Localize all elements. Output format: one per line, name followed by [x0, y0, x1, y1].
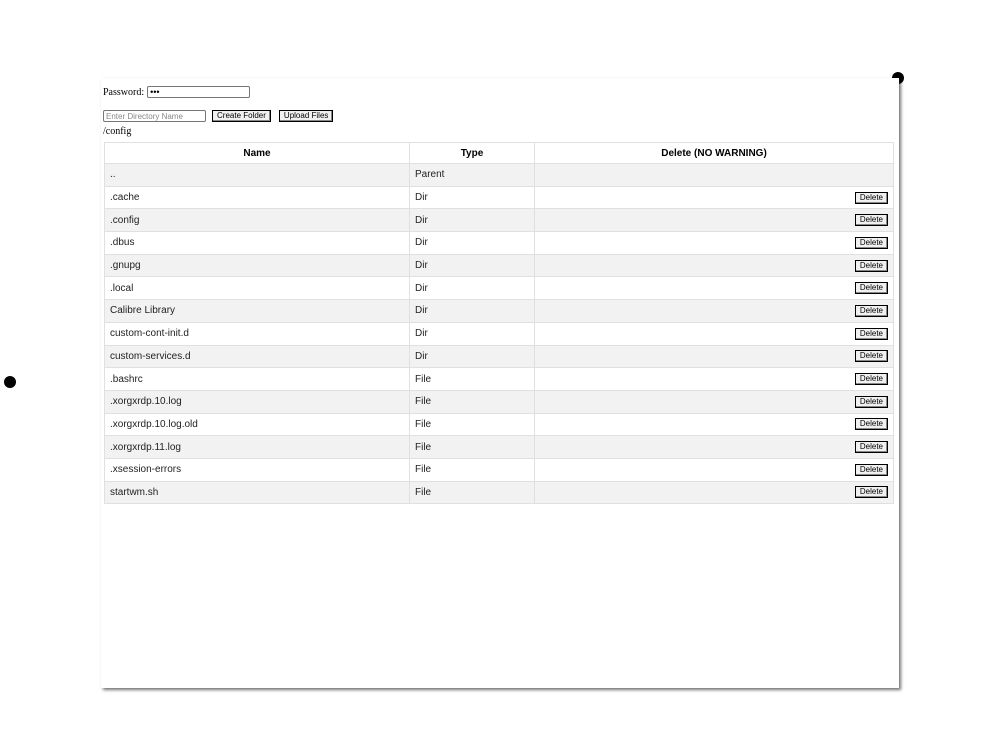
row-name[interactable]: .gnupg: [105, 254, 410, 277]
row-type: Dir: [410, 322, 535, 345]
row-name[interactable]: custom-cont-init.d: [105, 322, 410, 345]
row-name[interactable]: .local: [105, 277, 410, 300]
current-path: /config: [103, 126, 132, 137]
table-row[interactable]: [105, 458, 894, 481]
cursor-dot-left: [4, 376, 16, 388]
header-delete: Delete (NO WARNING): [535, 143, 894, 164]
row-type: Dir: [410, 345, 535, 368]
table-row[interactable]: [105, 481, 894, 504]
row-type: Dir: [410, 232, 535, 255]
delete-button[interactable]: Delete: [855, 328, 888, 340]
row-type: Dir: [410, 209, 535, 232]
delete-button[interactable]: Delete: [855, 486, 888, 498]
row-delete-cell: [535, 345, 894, 368]
row-type: File: [410, 458, 535, 481]
row-delete-cell: [535, 458, 894, 481]
row-type: File: [410, 368, 535, 391]
delete-button[interactable]: Delete: [855, 305, 888, 317]
row-type: File: [410, 413, 535, 436]
toolbar: [103, 110, 333, 122]
row-name[interactable]: .xorgxrdp.10.log: [105, 390, 410, 413]
row-delete-cell: [535, 368, 894, 391]
row-type: File: [410, 436, 535, 459]
create-folder-button[interactable]: Create Folder: [212, 110, 271, 122]
table-row[interactable]: [105, 436, 894, 459]
row-name[interactable]: .xorgxrdp.11.log: [105, 436, 410, 459]
password-row: [103, 86, 250, 98]
row-delete-cell: [535, 232, 894, 255]
password-input[interactable]: [147, 86, 250, 98]
row-delete-cell: [535, 254, 894, 277]
table-row[interactable]: [105, 209, 894, 232]
delete-button[interactable]: Delete: [855, 237, 888, 249]
delete-button[interactable]: Delete: [855, 373, 888, 385]
row-type: File: [410, 390, 535, 413]
header-name: Name: [105, 143, 410, 164]
row-name[interactable]: .xsession-errors: [105, 458, 410, 481]
file-manager-panel: [101, 78, 899, 688]
file-table: [104, 142, 894, 504]
row-name[interactable]: startwm.sh: [105, 481, 410, 504]
delete-button[interactable]: Delete: [855, 396, 888, 408]
table-row[interactable]: [105, 368, 894, 391]
table-row[interactable]: [105, 345, 894, 368]
row-name[interactable]: .dbus: [105, 232, 410, 255]
row-type: Dir: [410, 186, 535, 209]
table-row[interactable]: [105, 254, 894, 277]
row-type: Dir: [410, 254, 535, 277]
row-name[interactable]: Calibre Library: [105, 300, 410, 323]
row-type: Dir: [410, 300, 535, 323]
upload-files-button[interactable]: Upload Files: [279, 110, 333, 122]
delete-button[interactable]: Delete: [855, 441, 888, 453]
table-row[interactable]: [105, 232, 894, 255]
delete-button[interactable]: Delete: [855, 350, 888, 362]
row-name[interactable]: .bashrc: [105, 368, 410, 391]
table-row[interactable]: [105, 186, 894, 209]
row-type: Parent: [410, 164, 535, 187]
row-delete-cell: [535, 300, 894, 323]
table-row[interactable]: [105, 390, 894, 413]
row-name[interactable]: custom-services.d: [105, 345, 410, 368]
directory-name-input[interactable]: [103, 110, 206, 122]
password-label: Password:: [103, 86, 145, 98]
row-delete-cell: [535, 436, 894, 459]
delete-button[interactable]: Delete: [855, 464, 888, 476]
table-row[interactable]: [105, 413, 894, 436]
row-delete-cell: [535, 481, 894, 504]
delete-button[interactable]: Delete: [855, 260, 888, 272]
row-name[interactable]: ..: [105, 164, 410, 187]
header-type: Type: [410, 143, 535, 164]
row-delete-cell: [535, 186, 894, 209]
delete-button[interactable]: Delete: [855, 282, 888, 294]
delete-button[interactable]: Delete: [855, 192, 888, 204]
row-name[interactable]: .config: [105, 209, 410, 232]
row-delete-cell: [535, 322, 894, 345]
row-delete-cell: [535, 277, 894, 300]
row-delete-cell: [535, 413, 894, 436]
table-row[interactable]: [105, 322, 894, 345]
row-delete-cell: [535, 209, 894, 232]
delete-button[interactable]: Delete: [855, 214, 888, 226]
row-name[interactable]: .xorgxrdp.10.log.old: [105, 413, 410, 436]
table-row[interactable]: [105, 277, 894, 300]
table-header-row: [105, 143, 894, 164]
table-row-parent[interactable]: [105, 164, 894, 187]
row-delete-cell: [535, 164, 894, 187]
row-type: File: [410, 481, 535, 504]
row-name[interactable]: .cache: [105, 186, 410, 209]
delete-button[interactable]: Delete: [855, 418, 888, 430]
row-delete-cell: [535, 390, 894, 413]
row-type: Dir: [410, 277, 535, 300]
table-row[interactable]: [105, 300, 894, 323]
